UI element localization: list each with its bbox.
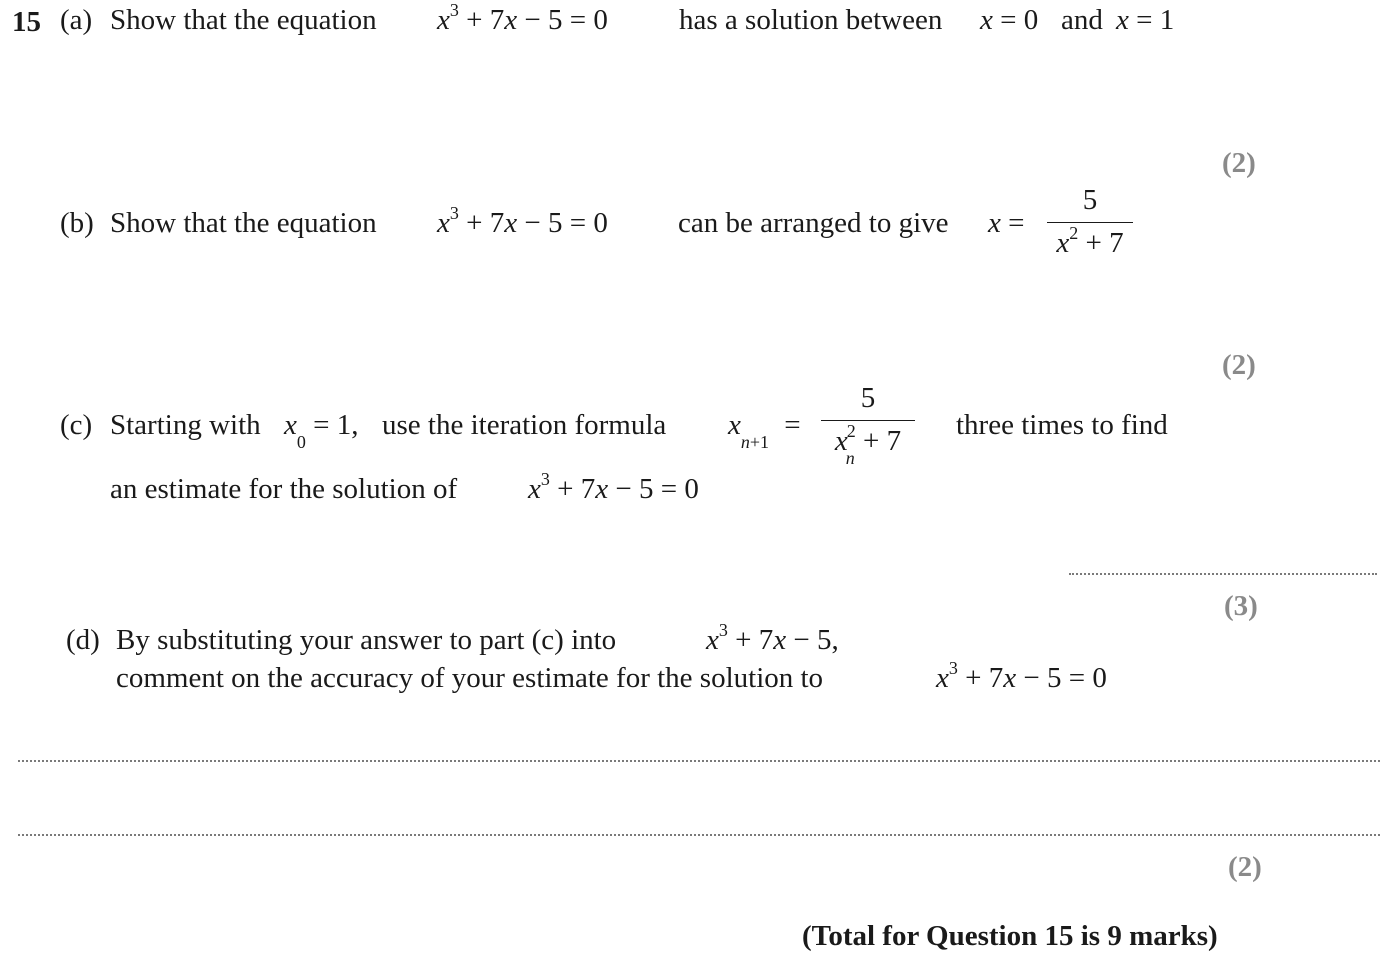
part-a-text-after: has a solution between <box>679 4 943 36</box>
part-b-frac-denominator: $x^2 + 7$ <box>1056 223 1124 259</box>
part-c-lhs: $x_{n+1}$ = <box>728 409 801 452</box>
part-d-line1-expr: $x^3 + 7x - 5$, <box>706 620 839 656</box>
part-c-initial: $x_0 = 1$, <box>284 409 359 452</box>
part-d-line2-expr: $x^3 + 7x - 5 = 0$ <box>936 658 1107 694</box>
question-total: (Total for Question 15 is 9 marks) <box>802 920 1218 952</box>
part-b-text: Show that the equation <box>110 207 377 239</box>
part-d-line1-text: By substituting your answer to part (c) into <box>116 624 617 656</box>
answer-line-d-2[interactable] <box>18 834 1380 836</box>
part-c-equation: $x^3 + 7x - 5 = 0$ <box>528 469 699 505</box>
part-d-marks: (2) <box>1228 851 1262 883</box>
part-a-range-end: x = 1 <box>1116 4 1175 36</box>
part-b-lhs: x = <box>988 207 1025 239</box>
fraction-bar <box>821 420 915 421</box>
answer-line-d-1[interactable] <box>18 760 1380 762</box>
part-d-line2-text: comment on the accuracy of your estimate for the solution to <box>116 662 824 694</box>
part-c-frac-denominator: $x_n^2 + 7$ <box>834 421 902 468</box>
part-c-text-mid: use the iteration formula <box>382 409 667 441</box>
part-c-text-after: three times to find <box>956 409 1168 441</box>
part-c-line2: an estimate for the solution of <box>110 473 458 505</box>
part-b-fraction <box>1047 186 1133 258</box>
part-c-marks: (3) <box>1224 590 1258 622</box>
part-a-text: Show that the equation <box>110 4 377 36</box>
part-b-label: (b) <box>60 207 94 239</box>
part-a-joiner: and <box>1061 4 1103 36</box>
part-d-label: (d) <box>66 624 100 656</box>
part-c-label: (c) <box>60 409 93 441</box>
part-b-marks: (2) <box>1222 349 1256 381</box>
part-c-frac-numerator: 5 <box>860 382 876 414</box>
part-a-label: (a) <box>60 4 93 36</box>
part-c-fraction <box>821 382 915 468</box>
answer-line-c[interactable] <box>1069 573 1377 575</box>
part-a-equation: $x^3 + 7x - 5 = 0$ <box>437 0 608 36</box>
part-b-text-after: can be arranged to give <box>678 207 949 239</box>
part-b-equation: $x^3 + 7x - 5 = 0$ <box>437 203 608 239</box>
part-b-frac-numerator: 5 <box>1082 184 1098 216</box>
part-a-marks: (2) <box>1222 147 1256 179</box>
fraction-bar <box>1047 222 1133 223</box>
question-number: 15 <box>12 6 41 38</box>
part-a-range-start: x = 0 <box>980 4 1039 36</box>
part-c-text-start: Starting with <box>110 409 261 441</box>
